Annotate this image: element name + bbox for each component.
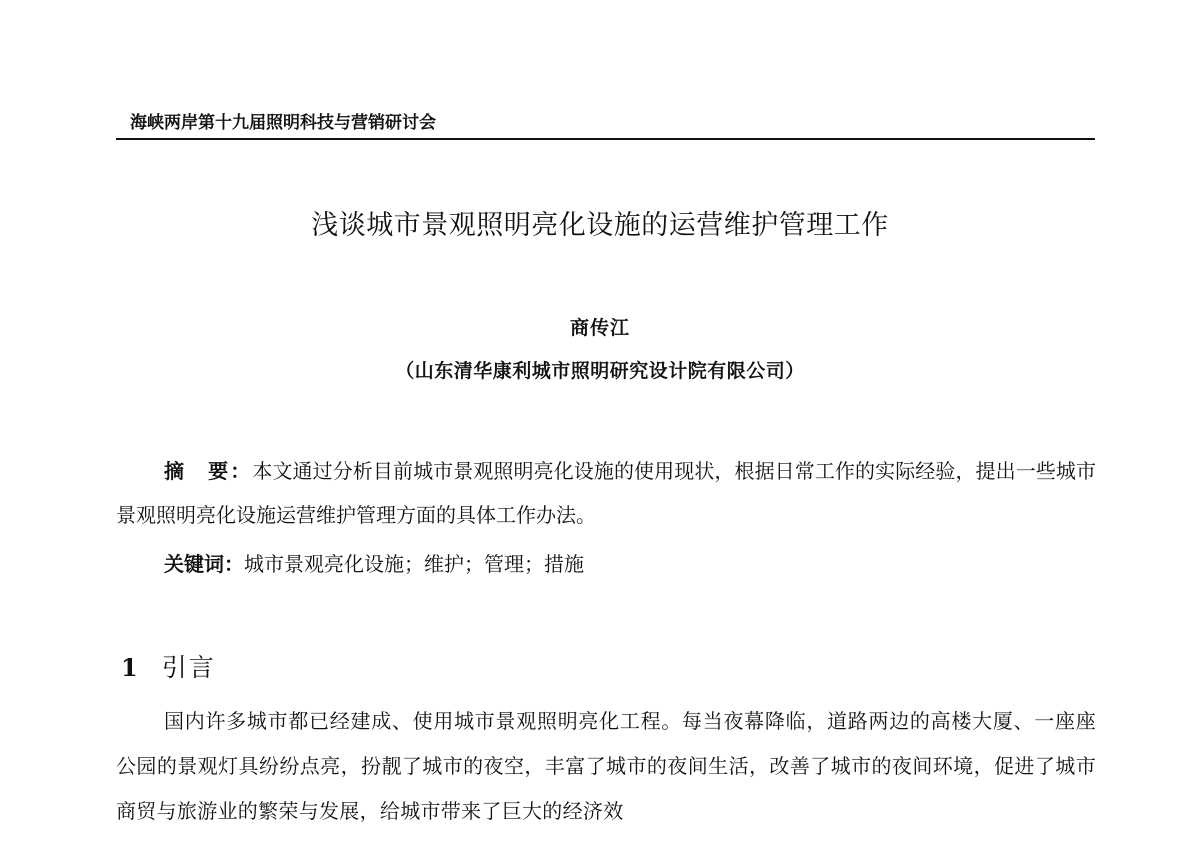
keywords xyxy=(164,542,584,586)
header-rule xyxy=(116,138,1095,140)
abstract-text: 本文通过分析目前城市景观照明亮化设施的使用现状，根据日常工作的实际经验，提出一些城市景观照明亮化设施运营维护管理方面的具体工作办法。 xyxy=(116,459,1097,527)
body-paragraph: 国内许多城市都已经建成、使用城市景观照明亮化工程。每当夜幕降临，道路两边的高楼大厦、一座座公园的景观灯具纷纷点亮，扮靓了城市的夜空，丰富了城市的夜间生活，改善了城市的夜间环境，促进了城市商贸与旅游业的繁荣与发展，给城市带来了巨大的经济效 xyxy=(116,709,1096,823)
paper-title: 浅谈城市景观照明亮化设施的运营维护管理工作 xyxy=(311,210,889,241)
running-header: 海峡两岸第十九届照明科技与营销研讨会 xyxy=(130,113,436,133)
section-number: 1 xyxy=(121,653,138,682)
section-heading xyxy=(121,648,216,684)
section-title: 引言 xyxy=(161,653,216,682)
abstract-label: 摘 要： xyxy=(164,459,253,483)
author-affiliation: （山东清华康利城市照明研究设计院有限公司） xyxy=(395,360,805,382)
author-name: 商传江 xyxy=(569,317,630,339)
keywords-label: 关键词： xyxy=(164,552,244,576)
abstract xyxy=(116,449,1096,537)
keywords-text: 城市景观亮化设施；维护；管理；措施 xyxy=(244,552,584,576)
